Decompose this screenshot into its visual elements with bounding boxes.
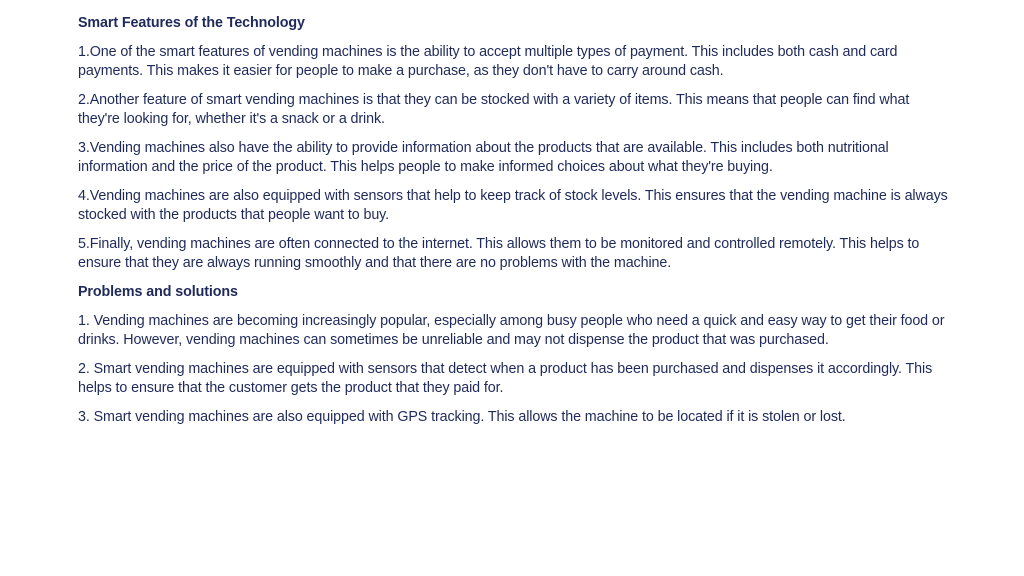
paragraph: 5.Finally, vending machines are often connected to the internet. This allows them to be monitored and controlled remotely. This helps to ensure that they are always running smoothly and that there are no problems with the machine. — [78, 236, 920, 271]
section-heading: Smart Features of the Technology — [78, 15, 305, 31]
section-problems-solutions — [78, 283, 948, 427]
paragraph: 1. Vending machines are becoming increasingly popular, especially among busy people who need a quick and easy way to get their food or drinks. However, vending machines can sometimes be unreliable and may not dispense the product that was purchased. — [78, 313, 945, 348]
paragraph: 1.One of the smart features of vending machines is the ability to accept multiple types of payment. This includes both cash and card payments. This makes it easier for people to make a purchase, as they don't have to carry around cash. — [78, 44, 898, 79]
paragraph: 2. Smart vending machines are equipped with sensors that detect when a product has been purchased and dispenses it accordingly. This helps to ensure that the customer gets the product that they paid for. — [78, 361, 933, 396]
paragraph: 3.Vending machines also have the ability to provide information about the products that are available. This includes both nutritional information and the price of the product. This helps people to make informed choices about what they're buying. — [78, 140, 889, 175]
paragraph: 4.Vending machines are also equipped with sensors that help to keep track of stock levels. This ensures that the vending machine is always stocked with the products that people want to buy. — [78, 188, 948, 223]
paragraph: 2.Another feature of smart vending machines is that they can be stocked with a variety of items. This means that people can find what they're looking for, whether it's a snack or a drink. — [78, 92, 910, 127]
paragraph: 3. Smart vending machines are also equipped with GPS tracking. This allows the machine to be located if it is stolen or lost. — [78, 409, 846, 425]
document-page — [78, 14, 948, 437]
section-smart-features — [78, 14, 948, 273]
section-heading: Problems and solutions — [78, 284, 238, 300]
